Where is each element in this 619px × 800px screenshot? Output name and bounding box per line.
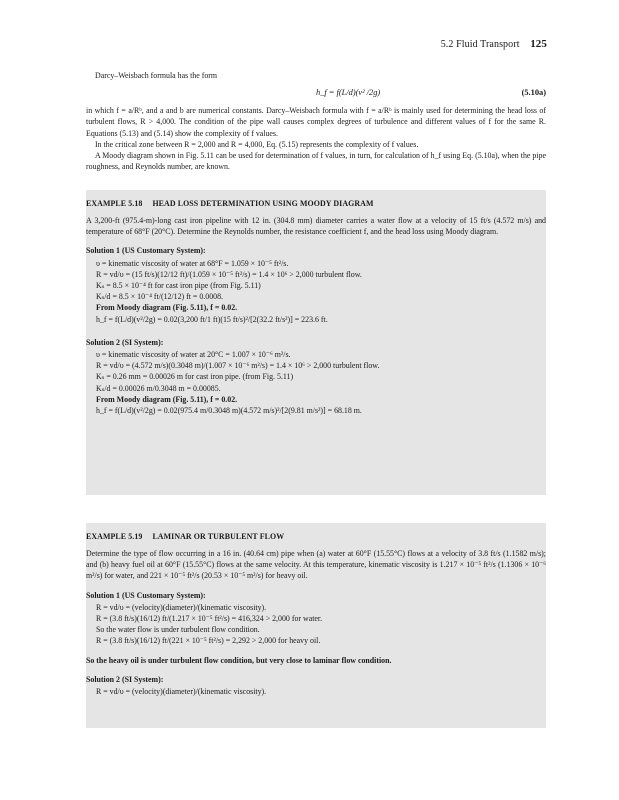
intro-paragraph-3: A Moody diagram shown in Fig. 5.11 can be used for determination of f values, in turn, for calculation of h_f using Eq. (5.10a), when the pipe roughness, and Reynolds number, are known.: [86, 151, 546, 172]
intro-paragraph-2: In the critical zone between R = 2,000 and R = 4,000, Eq. (5.15) represents the complexity of f values.: [95, 139, 419, 149]
example-5-18-title: [86, 199, 546, 208]
solution-line: So the water flow is under turbulent flow condition.: [96, 625, 260, 635]
solution-line: R = (3.8 ft/s)(16/12) ft/(1.217 × 10⁻⁵ ft²/s) = 416,324 > 2,000 for water.: [96, 614, 323, 624]
solution-line: R = (3.8 ft/s)(16/12) ft/(221 × 10⁻⁵ ft²/s) = 2,292 > 2,000 for heavy oil.: [96, 636, 321, 646]
solution-line: Kₛ/d = 8.5 × 10⁻⁴ ft/(12/12) ft = 0.0008.: [96, 292, 224, 302]
example-heading: LAMINAR OR TURBULENT FLOW: [152, 532, 285, 541]
page-number: 125: [530, 38, 547, 50]
running-head: [441, 38, 547, 50]
section-title: 5.2 Fluid Transport: [440, 39, 520, 50]
example-5-18-problem: A 3,200-ft (975.4-m)-long cast iron pipeline with 12 in. (304.8 mm) diameter carries a water flow at a velocity of 15 ft/s (4.572 m/s) and temperature of 68°F (20°C). Determine the Reynolds number, the resistance coefficient f, and the head loss using Moody diagram.: [86, 216, 546, 237]
equation-number: (5.10a): [521, 88, 546, 98]
example-5-19-title: [86, 532, 546, 541]
solution-line: υ = kinematic viscosity of water at 20°C = 1.007 × 10⁻⁶ m²/s.: [96, 350, 291, 360]
example-5-19-problem: Determine the type of flow occurring in a 16 in. (40.64 cm) pipe when (a) water at 60°F (15.55°C) flows at a velocity of 3.8 ft/s (1.1582 m/s); and (b) heavy fuel oil at 60°F (15.55°C) flows at the same velocity. At this temperature, kinematic viscosity is 1.217 × 10⁻⁵ ft²/s (1.1306 × 10⁻⁶ m²/s) for water, and 221 × 10⁻⁵ ft²/s (20.53 × 10⁻⁵ m²/s) for heavy oil.: [86, 549, 546, 581]
example-5-18-solution-1-heading: Solution 1 (US Customary System):: [86, 246, 206, 256]
solution-line: υ = kinematic viscosity of water at 68°F = 1.059 × 10⁻⁵ ft²/s.: [96, 258, 289, 268]
example-5-19-conclusion: So the heavy oil is under turbulent flow condition, but very close to laminar flow condition.: [86, 655, 392, 665]
example-heading: HEAD LOSS DETERMINATION USING MOODY DIAGRAM: [152, 199, 374, 208]
solution-line: R = vd/υ = (15 ft/s)(12/12 ft)/(1.059 × 10⁻⁵ ft²/s) = 1.4 × 10⁶ > 2,000 turbulent flow.: [96, 269, 362, 279]
example-5-18-box: [86, 190, 546, 495]
solution-line: From Moody diagram (Fig. 5.11), f = 0.02.: [96, 394, 238, 404]
example-label: EXAMPLE 5.19: [86, 532, 143, 541]
solution-line: R = vd/υ = (4.572 m/s)(0.3048 m)/(1.007 × 10⁻⁶ m²/s) = 1.4 × 10⁶ > 2,000 turbulent flow.: [96, 361, 380, 371]
intro-lead: Darcy–Weisbach formula has the form: [95, 71, 218, 80]
solution-line: Kₛ/d = 0.00026 m/0.3048 m = 0.00085.: [96, 383, 221, 393]
solution-line: h_f = f(L/d)(v²/2g) = 0.02(3,200 ft/1 ft)(15 ft/s)²/[2(32.2 ft/s²)] = 223.6 ft.: [96, 314, 328, 324]
solution-line: R = vd/υ = (velocity)(diameter)/(kinematic viscosity).: [96, 687, 267, 697]
solution-line: h_f = f(L/d)(v²/2g) = 0.02(975.4 m/0.3048 m)(4.572 m/s)²/[2(9.81 m/s²)] = 68.18 m.: [96, 406, 362, 416]
intro-text: [86, 70, 546, 172]
solution-line: Kₛ = 8.5 × 10⁻⁴ ft for cast iron pipe (from Fig. 5.11): [96, 281, 261, 291]
example-label: EXAMPLE 5.18: [86, 199, 143, 208]
intro-paragraph-1: in which f = a/Rᵇ, and a and b are numerical constants. Darcy–Weisbach formula with f = a/Rᵇ is mainly used for determining the head loss of turbulent flows, R > 4,000. The condition of the pipe wall causes complex degrees of turbulence and different values of f for the same R. Equations (5.13) and (5.14) show the complexity of f values.: [86, 106, 546, 138]
equation-expression: h_f = f(L/d)(v² /2g): [316, 88, 381, 98]
example-5-19-box: [86, 523, 546, 728]
example-5-19-solution-2-heading: Solution 2 (SI System):: [86, 674, 164, 684]
solution-line: From Moody diagram (Fig. 5.11), f = 0.02.: [96, 303, 238, 313]
example-5-18-solution-2-heading: Solution 2 (SI System):: [86, 337, 164, 347]
solution-line: R = vd/υ = (velocity)(diameter)/(kinematic viscosity).: [96, 602, 267, 612]
equation-5-10a: [86, 83, 546, 105]
solution-line: Kₛ = 0.26 mm = 0.00026 m for cast iron pipe. (from Fig. 5.11): [96, 372, 294, 382]
example-5-19-solution-1-heading: Solution 1 (US Customary System):: [86, 590, 206, 600]
